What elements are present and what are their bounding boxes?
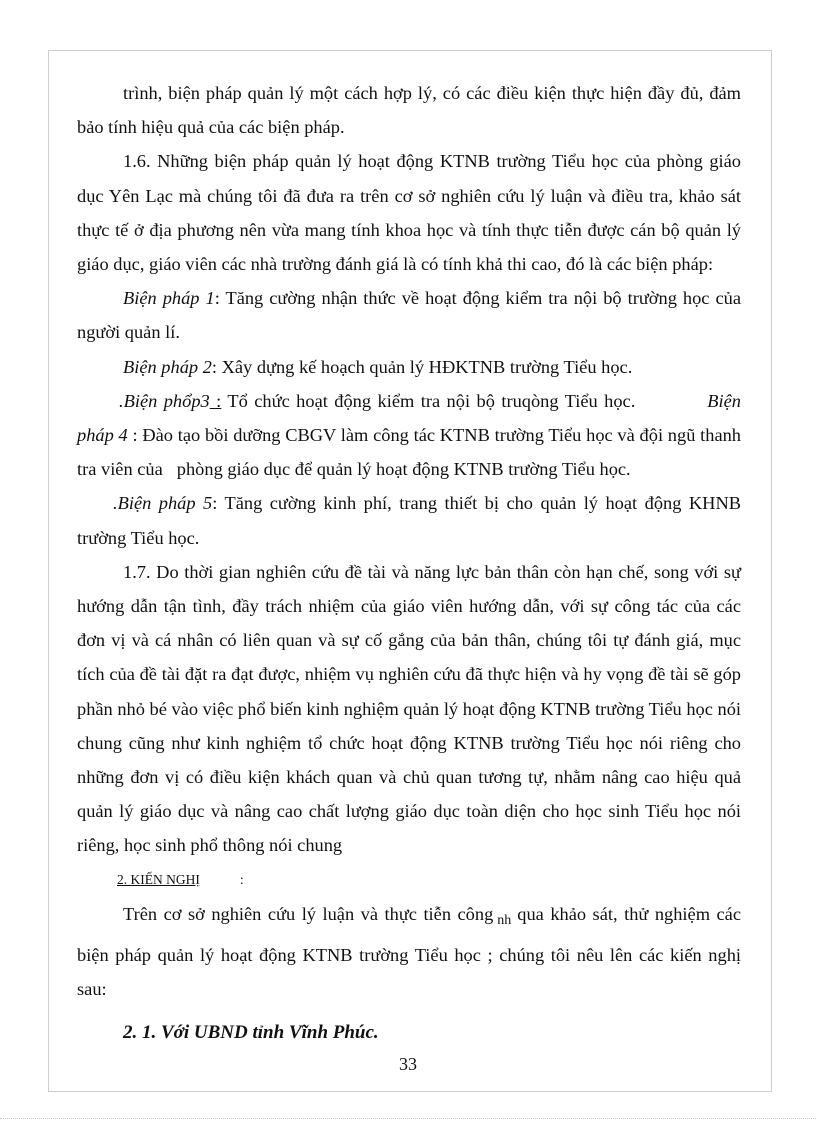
intro-subscript: nh [497,912,512,928]
bien-phap-1-text: : Tăng cường nhận thức về hoạt động kiểm tra nội bộ trường học của người quản lí. [77,288,741,343]
paragraph-kien-nghi-intro [77,897,741,1007]
heading-kien-nghi-colon: : [239,871,244,887]
intro-text-a: Trên cơ sở nghiên cứu lý luận và thực tiễn công [123,903,494,924]
bien-phap-4-text-cont: phòng giáo dục để quản lý hoạt động KTNB trường Tiểu học. [176,459,631,480]
bien-phap-5-text: : Tăng cường kinh phí, trang thiết bị cho quản lý hoạt động KHNB trường Tiểu học. [77,493,741,548]
section-heading-kien-nghi [77,863,741,897]
bien-phap-1-label: Biện pháp 1 [123,288,215,309]
page-separator [0,1118,816,1119]
subheading-ubnd: 2. 1. Với UBND tỉnh Vĩnh Phúc. [123,1022,379,1044]
bien-phap-5-label: .Biện pháp 5 [113,493,213,514]
paragraph-continuation: trình, biện pháp quản lý một cách hợp lý, có các điều kiện thực hiện đầy đủ, đảm bảo tính hiệu quả của các biện pháp. [77,83,741,138]
page-number: 33 [399,1054,417,1074]
bien-phap-3-colon: : [209,390,222,411]
bien-phap-2-text: : Xây dựng kế hoạch quản lý HĐKTNB trường Tiểu học. [211,356,633,377]
bien-phap-3-text: Tổ chức hoạt động kiểm tra nội bộ truqòng Tiểu học. [221,390,636,411]
intro-text-b: qua khảo sát, thử nghiệm các biện pháp quản lý hoạt động KTNB trường Tiểu học ; chúng tôi nêu lên các kiến nghị sau: [77,903,741,1000]
bien-phap-2-label: Biện pháp 2 [123,356,212,377]
bien-phap-5 [77,486,741,554]
paragraph-1-6: 1.6. Những biện pháp quản lý hoạt động KTNB trường Tiểu học của phòng giáo dục Yên Lạc mà chúng tôi đã đưa ra trên cơ sở nghiên cứu lý luận và điều tra, khảo sát thực tế ở địa phương nên vừa mang tính khoa học và tính thực tiễn được cán bộ quản lý giáo dục, giáo viên các nhà trường đánh giá là có tính khả thi cao, đó là các biện pháp: [77,151,741,275]
heading-kien-nghi-text: 2. KIẾN NGHỊ [117,871,200,887]
bien-phap-4-text: : Đào tạo bồi dưỡng CBGV làm công tác KTNB trường Tiểu học và đội ngũ thanh tra viên của [77,425,741,480]
paragraph-1-7: 1.7. Do thời gian nghiên cứu đề tài và năng lực bản thân còn hạn chế, song với sự hướng dẫn tận tình, đầy trách nhiệm của giáo viên hướng dẫn, với sự công tác của các đơn vị và cá nhân có liên quan và sự cố gắng của bản thân, chúng tôi tự đánh giá, mục tích của đề tài đặt ra đạt được, nhiệm vụ nghiên cứu đã thực hiện và hy vọng đề tài sẽ góp phần nhỏ bé vào việc phổ biến kinh nghiệm quản lý hoạt động KTNB trường Tiểu học nói chung cũng như kinh nghiệm tổ chức hoạt động KTNB trường Tiểu học nói riêng cho những đơn vị có điều kiện khách quan và chủ quan tương tự, nhằm nâng cao hiệu quả quản lý giáo dục và nâng cao chất lượng giáo dục toàn diện cho học sinh Tiểu học nói riêng, học sinh phổ thông nói chung [77,561,741,856]
bien-phap-3-label: .Biện phổp3 [119,390,210,411]
bien-phap-4-label: Biện pháp 4 [77,390,741,446]
bien-phap-3-4 [77,384,741,487]
bien-phap-2 [77,350,741,384]
bien-phap-1 [77,281,741,349]
document-body [77,76,741,1051]
